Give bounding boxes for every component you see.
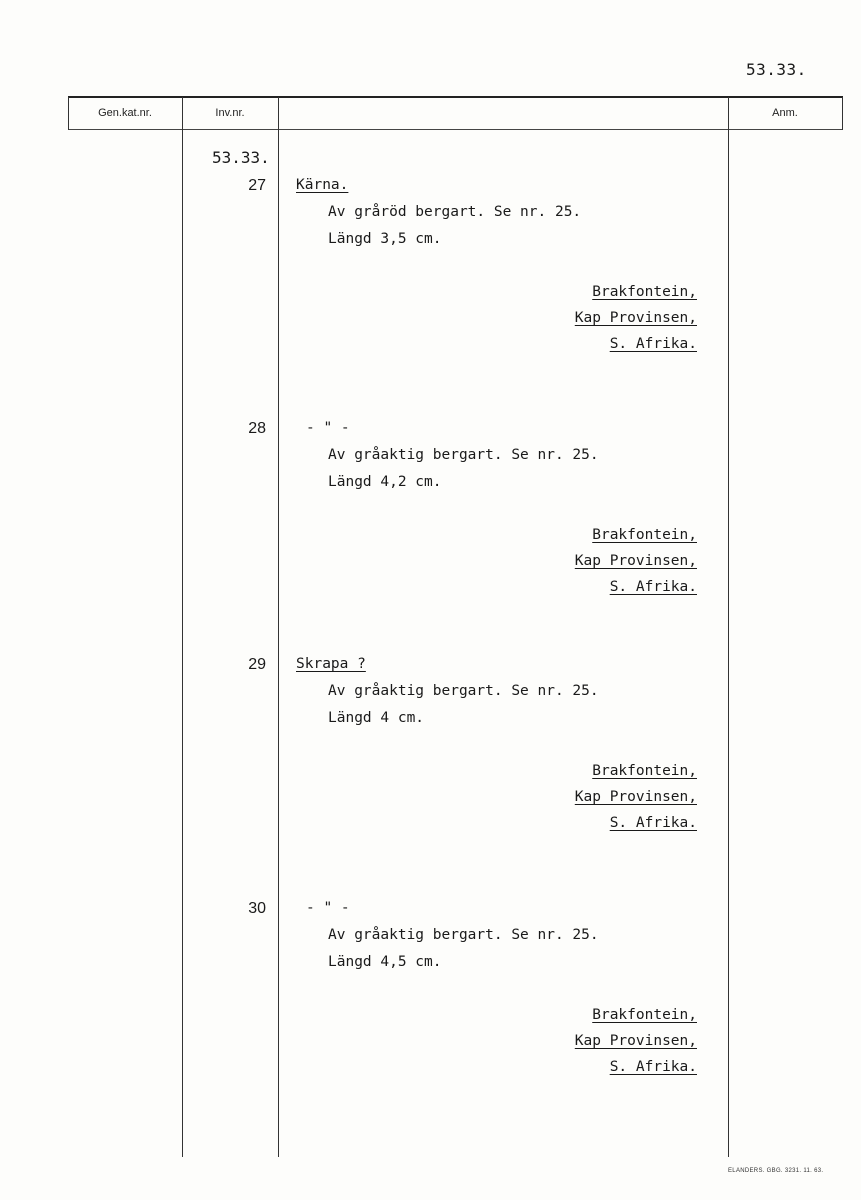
catalog-entry (0, 900, 861, 1075)
column-divider (842, 97, 843, 130)
column-header-anm: Anm. (772, 107, 798, 119)
material-line: Av gråröd bergart. Se nr. 25. (328, 204, 582, 220)
place-country: S. Afrika. (609, 336, 697, 352)
material-line: Av gråaktig bergart. Se nr. 25. (328, 447, 599, 463)
length-line: Längd 4,2 cm. (328, 474, 442, 490)
printer-mark: ELANDERS. GBG. 3231. 11. 63. (728, 1168, 824, 1174)
series-label: 53.33. (212, 148, 270, 167)
length-line: Längd 3,5 cm. (328, 231, 442, 247)
place-province: Kap Provinsen, (574, 1033, 697, 1049)
material-line: Av gråaktig bergart. Se nr. 25. (328, 927, 599, 943)
page-number: 53.33. (746, 60, 807, 79)
place-country: S. Afrika. (609, 1059, 697, 1075)
place-site: Brakfontein, (592, 1007, 697, 1023)
entry-heading: Kärna. (296, 177, 349, 193)
place-province: Kap Provinsen, (574, 553, 697, 569)
header-bottom-rule (68, 129, 843, 130)
inventory-number: 30 (248, 900, 266, 917)
inventory-number: 27 (248, 177, 266, 194)
material-line: Av gråaktig bergart. Se nr. 25. (328, 683, 599, 699)
inventory-number: 28 (248, 420, 266, 437)
column-header-inv-nr: Inv.nr. (215, 107, 245, 119)
column-header-gen-kat-nr: Gen.kat.nr. (98, 107, 152, 119)
place-province: Kap Provinsen, (574, 310, 697, 326)
length-line: Längd 4 cm. (328, 710, 425, 726)
place-site: Brakfontein, (592, 527, 697, 543)
length-line: Längd 4,5 cm. (328, 954, 442, 970)
entry-heading: - " - (306, 420, 350, 436)
column-divider (182, 97, 183, 1157)
column-divider (278, 97, 279, 1157)
catalog-entry (0, 656, 861, 831)
place-province: Kap Provinsen, (574, 789, 697, 805)
place-country: S. Afrika. (609, 815, 697, 831)
inventory-number: 29 (248, 656, 266, 673)
place-site: Brakfontein, (592, 284, 697, 300)
header-top-rule (68, 96, 843, 98)
catalog-entry (0, 177, 861, 352)
entry-heading: - " - (306, 900, 350, 916)
catalog-entry (0, 420, 861, 595)
column-divider (728, 97, 729, 1157)
entry-heading: Skrapa ? (296, 656, 366, 672)
place-country: S. Afrika. (609, 579, 697, 595)
place-site: Brakfontein, (592, 763, 697, 779)
